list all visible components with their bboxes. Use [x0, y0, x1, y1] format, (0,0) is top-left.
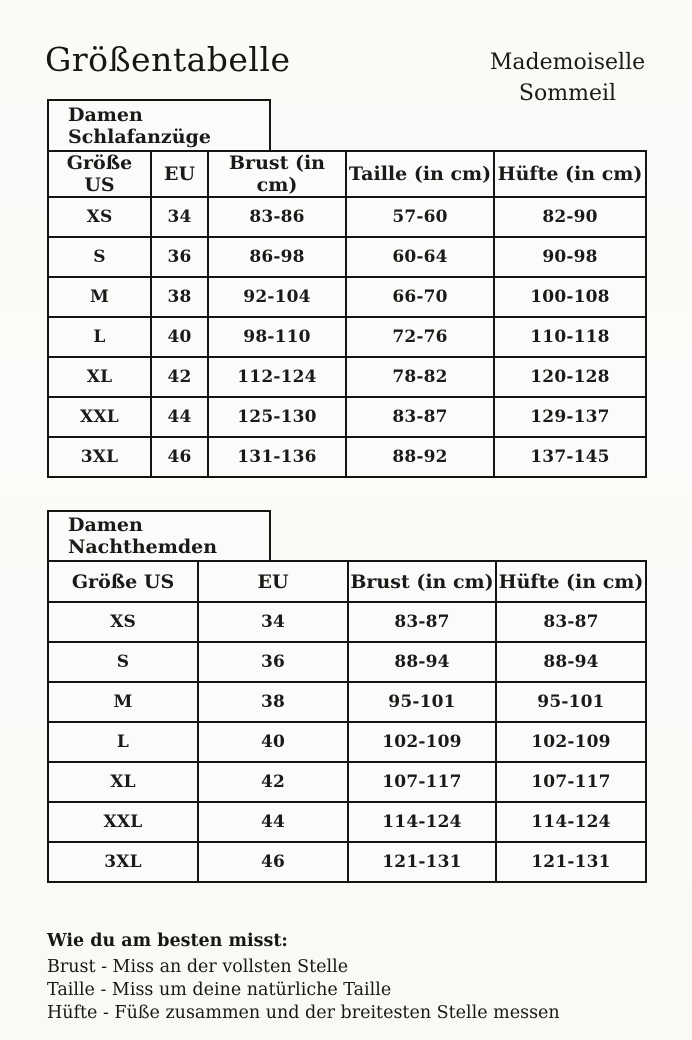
column-header: Taille (in cm) — [346, 151, 494, 197]
table-cell: 90-98 — [494, 237, 646, 277]
table-cell: 3XL — [48, 437, 151, 477]
column-header: Brust (in cm) — [208, 151, 346, 197]
table-tab-schlafanzuege — [47, 99, 271, 152]
table-cell: S — [48, 237, 151, 277]
size-table-schlafanzuege — [47, 150, 647, 478]
table-cell: 107-117 — [348, 762, 496, 802]
table-cell: 72-76 — [346, 317, 494, 357]
table-row — [48, 642, 646, 682]
table-row — [48, 197, 646, 237]
table-cell: 86-98 — [208, 237, 346, 277]
measuring-instructions — [47, 930, 647, 1025]
table-cell: 83-86 — [208, 197, 346, 237]
table-cell: 44 — [198, 802, 348, 842]
table-cell: 121-131 — [496, 842, 646, 882]
table-cell: 95-101 — [496, 682, 646, 722]
brand-line-1: Mademoiselle — [489, 50, 646, 75]
table-cell: 112-124 — [208, 357, 346, 397]
column-header: EU — [151, 151, 208, 197]
table-cell: L — [48, 722, 198, 762]
table-tab-label: Damen Schlafanzüge — [68, 103, 211, 148]
table-cell: 3XL — [48, 842, 198, 882]
table-cell: 102-109 — [496, 722, 646, 762]
table-cell: 83-87 — [346, 397, 494, 437]
table-cell: 95-101 — [348, 682, 496, 722]
table-cell: 107-117 — [496, 762, 646, 802]
table-cell: XXL — [48, 802, 198, 842]
table-cell: L — [48, 317, 151, 357]
table-row — [48, 602, 646, 642]
table-cell: 34 — [198, 602, 348, 642]
table-cell: 36 — [198, 642, 348, 682]
table-cell: 40 — [198, 722, 348, 762]
table-cell: 42 — [151, 357, 208, 397]
table-cell: XL — [48, 357, 151, 397]
table-cell: 120-128 — [494, 357, 646, 397]
footer-line-taille: Taille - Miss um deine natürliche Taille — [47, 980, 392, 1000]
table-row — [48, 762, 646, 802]
column-header: Größe US — [48, 151, 151, 197]
table-cell: XS — [48, 197, 151, 237]
brand-name — [450, 47, 685, 109]
table-row — [48, 317, 646, 357]
page-title: Größentabelle — [45, 40, 291, 79]
table-cell: 129-137 — [494, 397, 646, 437]
table-cell: XS — [48, 602, 198, 642]
table-cell: 88-94 — [496, 642, 646, 682]
table-cell: 131-136 — [208, 437, 346, 477]
table-row — [48, 682, 646, 722]
table-cell: 88-94 — [348, 642, 496, 682]
table-cell: 44 — [151, 397, 208, 437]
table-cell: 57-60 — [346, 197, 494, 237]
table-cell: 66-70 — [346, 277, 494, 317]
table-cell: XL — [48, 762, 198, 802]
header-row — [48, 561, 646, 602]
table-cell: 38 — [151, 277, 208, 317]
table-cell: 121-131 — [348, 842, 496, 882]
table-cell: 83-87 — [348, 602, 496, 642]
size-table-nachthemden — [47, 560, 647, 883]
table-cell: 34 — [151, 197, 208, 237]
table-cell: 78-82 — [346, 357, 494, 397]
table-tab-label: Damen Nachthemden — [68, 514, 218, 558]
table-cell: 114-124 — [496, 802, 646, 842]
table-tab-nachthemden — [47, 510, 271, 562]
header-row — [48, 151, 646, 197]
footer-line-huefte: Hüfte - Füße zusammen und der breitesten Stelle messen — [47, 1003, 560, 1023]
footer-line-brust: Brust - Miss an der vollsten Stelle — [47, 957, 349, 977]
table-cell: 46 — [198, 842, 348, 882]
table-row — [48, 802, 646, 842]
table-row — [48, 842, 646, 882]
table-cell: 92-104 — [208, 277, 346, 317]
table-cell: M — [48, 277, 151, 317]
brand-line-2: Sommeil — [518, 81, 617, 106]
table-cell: 88-92 — [346, 437, 494, 477]
table-cell: 100-108 — [494, 277, 646, 317]
column-header: EU — [198, 561, 348, 602]
table-cell: 137-145 — [494, 437, 646, 477]
column-header: Hüfte (in cm) — [496, 561, 646, 602]
table-cell: XXL — [48, 397, 151, 437]
footer-heading: Wie du am besten misst: — [47, 931, 288, 951]
table-cell: 83-87 — [496, 602, 646, 642]
table-cell: 46 — [151, 437, 208, 477]
table-row — [48, 237, 646, 277]
table-row — [48, 277, 646, 317]
table-cell: M — [48, 682, 198, 722]
table-cell: 42 — [198, 762, 348, 802]
table-cell: 40 — [151, 317, 208, 357]
table-cell: 36 — [151, 237, 208, 277]
table-cell: S — [48, 642, 198, 682]
table-cell: 60-64 — [346, 237, 494, 277]
table-cell: 125-130 — [208, 397, 346, 437]
table-cell: 82-90 — [494, 197, 646, 237]
table-cell: 110-118 — [494, 317, 646, 357]
table-cell: 98-110 — [208, 317, 346, 357]
table-row — [48, 722, 646, 762]
table-row — [48, 357, 646, 397]
column-header: Brust (in cm) — [348, 561, 496, 602]
column-header: Größe US — [48, 561, 198, 602]
table-cell: 102-109 — [348, 722, 496, 762]
table-row — [48, 437, 646, 477]
table-cell: 38 — [198, 682, 348, 722]
table-cell: 114-124 — [348, 802, 496, 842]
column-header: Hüfte (in cm) — [494, 151, 646, 197]
table-row — [48, 397, 646, 437]
